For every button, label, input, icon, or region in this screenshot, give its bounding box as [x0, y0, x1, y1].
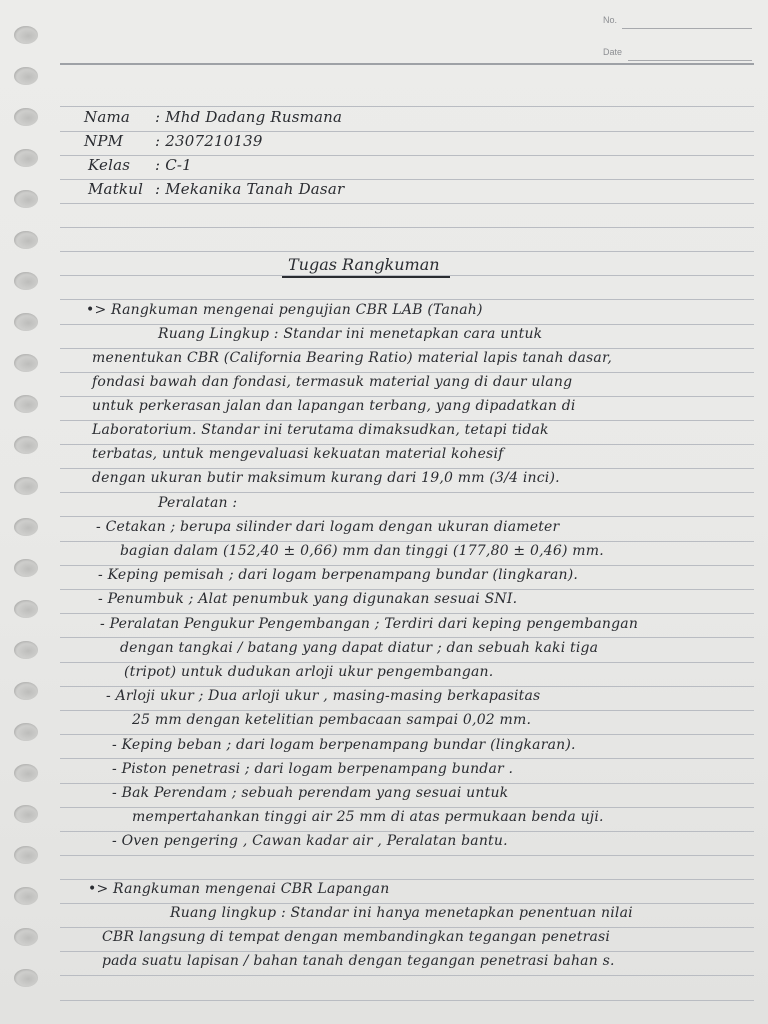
ruled-line — [60, 372, 754, 373]
kelas-label: Kelas — [88, 156, 131, 174]
list-item: - Keping pemisah ; dari logam berpenampang bundar (lingkaran). — [98, 567, 579, 583]
ruled-line — [60, 783, 754, 784]
matkul-value: : Mekanika Tanah Dasar — [155, 180, 345, 198]
text-line: untuk perkerasan jalan dan lapangan terbang, yang dipadatkan di — [92, 398, 576, 414]
text-line: 25 mm dengan ketelitian pembacaan sampai 0,02 mm. — [132, 712, 532, 728]
ruled-line — [60, 396, 754, 397]
binder-hole — [14, 272, 38, 290]
ruled-line — [60, 927, 754, 928]
text-line: Ruang lingkup : Standar ini hanya menetapkan penentuan nilai — [170, 905, 633, 921]
ruled-line — [60, 299, 754, 300]
page-title: Tugas Rangkuman — [288, 255, 440, 274]
ruled-line — [60, 637, 754, 638]
binder-hole — [14, 969, 38, 987]
ruled-line — [60, 903, 754, 904]
text-line: terbatas, untuk mengevaluasi kekuatan material kohesif — [92, 446, 504, 462]
ruled-line — [60, 468, 754, 469]
binder-hole — [14, 26, 38, 44]
nama-value: : Mhd Dadang Rusmana — [155, 108, 343, 126]
ruled-line — [60, 662, 754, 663]
ruled-line — [60, 420, 754, 421]
binder-hole — [14, 805, 38, 823]
ruled-line — [60, 251, 754, 252]
list-item: - Oven pengering , Cawan kadar air , Peralatan bantu. — [112, 833, 508, 849]
ruled-line — [60, 106, 754, 107]
binder-holes — [14, 0, 40, 1024]
binder-hole — [14, 108, 38, 126]
text-line: dengan tangkai / batang yang dapat diatur ; dan sebuah kaki tiga — [120, 640, 599, 656]
section-heading-cbr-lab: •> Rangkuman mengenai pengujian CBR LAB (Tanah) — [86, 302, 483, 318]
binder-hole — [14, 395, 38, 413]
ruled-line — [60, 541, 754, 542]
ruled-line — [60, 879, 754, 880]
binder-hole — [14, 477, 38, 495]
list-item: - Penumbuk ; Alat penumbuk yang digunakan sesuai SNI. — [98, 591, 518, 607]
npm-value: : 2307210139 — [155, 132, 263, 150]
title-underline — [282, 276, 450, 278]
binder-hole — [14, 641, 38, 659]
ruled-line — [60, 565, 754, 566]
list-item: - Piston penetrasi ; dari logam berpenampang bundar . — [112, 761, 514, 777]
ruled-line — [60, 492, 754, 493]
list-item: - Arloji ukur ; Dua arloji ukur , masing-masing berkapasitas — [106, 688, 541, 704]
ruled-line — [60, 444, 754, 445]
subheading-peralatan: Peralatan : — [158, 495, 238, 511]
date-line — [628, 60, 752, 61]
no-line — [622, 28, 752, 29]
ruled-line — [60, 348, 754, 349]
text-line: (tripot) untuk dudukan arloji ukur pengembangan. — [124, 664, 494, 680]
binder-hole — [14, 928, 38, 946]
binder-hole — [14, 682, 38, 700]
binder-hole — [14, 436, 38, 454]
ruled-line — [60, 516, 754, 517]
binder-hole — [14, 518, 38, 536]
binder-hole — [14, 600, 38, 618]
binder-hole — [14, 559, 38, 577]
text-line: menentukan CBR (California Bearing Ratio) material lapis tanah dasar, — [92, 350, 612, 366]
ruled-line — [60, 855, 754, 856]
date-label: Date — [603, 47, 623, 57]
text-line: dengan ukuran butir maksimum kurang dari 19,0 mm (3/4 inci). — [92, 470, 560, 486]
nama-label: Nama — [84, 108, 131, 126]
kelas-value: : C-1 — [155, 156, 192, 174]
binder-hole — [14, 764, 38, 782]
text-line: Ruang Lingkup : Standar ini menetapkan cara untuk — [158, 326, 543, 342]
ruled-line — [60, 734, 754, 735]
section-heading-cbr-lapangan: •> Rangkuman mengenai CBR Lapangan — [88, 881, 390, 897]
binder-hole — [14, 67, 38, 85]
text-line: bagian dalam (152,40 ± 0,66) mm dan tinggi (177,80 ± 0,46) mm. — [120, 543, 604, 559]
ruled-line — [60, 686, 754, 687]
ruled-line — [60, 951, 754, 952]
list-item: - Keping beban ; dari logam berpenampang bundar (lingkaran). — [112, 737, 576, 753]
text-line: pada suatu lapisan / bahan tanah dengan tegangan penetrasi bahan s. — [102, 953, 615, 969]
ruled-line — [60, 710, 754, 711]
list-item: - Cetakan ; berupa silinder dari logam dengan ukuran diameter — [96, 519, 560, 535]
ruled-line — [60, 613, 754, 614]
ruled-line — [60, 63, 754, 65]
binder-hole — [14, 846, 38, 864]
binder-hole — [14, 231, 38, 249]
binder-hole — [14, 887, 38, 905]
ruled-line — [60, 1000, 754, 1001]
text-line: mempertahankan tinggi air 25 mm di atas permukaan benda uji. — [132, 809, 604, 825]
ruled-line — [60, 758, 754, 759]
text-line: CBR langsung di tempat dengan membandingkan tegangan penetrasi — [102, 929, 611, 945]
list-item: - Bak Perendam ; sebuah perendam yang sesuai untuk — [112, 785, 509, 801]
binder-hole — [14, 313, 38, 331]
ruled-line — [60, 227, 754, 228]
ruled-line — [60, 831, 754, 832]
list-item: - Peralatan Pengukur Pengembangan ; Terdiri dari keping pengembangan — [100, 616, 639, 632]
binder-hole — [14, 723, 38, 741]
ruled-line — [60, 203, 754, 204]
ruled-line — [60, 324, 754, 325]
ruled-line — [60, 975, 754, 976]
npm-label: NPM — [84, 132, 124, 150]
binder-hole — [14, 149, 38, 167]
ruled-line — [60, 589, 754, 590]
no-label: No. — [603, 15, 618, 25]
binder-hole — [14, 190, 38, 208]
binder-hole — [14, 354, 38, 372]
text-line: fondasi bawah dan fondasi, termasuk material yang di daur ulang — [92, 374, 573, 390]
ruled-line — [60, 807, 754, 808]
text-line: Laboratorium. Standar ini terutama dimaksudkan, tetapi tidak — [92, 422, 549, 438]
matkul-label: Matkul — [88, 180, 144, 198]
